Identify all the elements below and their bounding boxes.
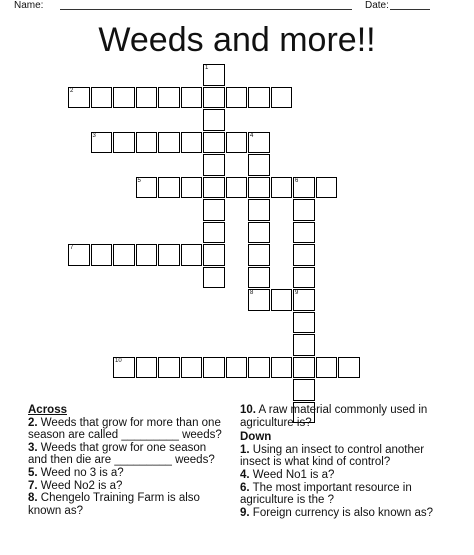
- grid-cell[interactable]: [293, 379, 315, 401]
- clue-number: 1: [205, 65, 209, 71]
- grid-cell[interactable]: [113, 132, 135, 154]
- grid-cell[interactable]: [158, 87, 180, 109]
- clue-number: 8: [250, 290, 254, 296]
- clue-text: The most important resource in agriculture is the ?: [240, 481, 412, 507]
- grid-cell[interactable]: [158, 177, 180, 199]
- grid-cell[interactable]: [271, 289, 293, 311]
- across-clue: [240, 404, 450, 429]
- grid-cell[interactable]: [338, 357, 360, 379]
- grid-cell[interactable]: [248, 177, 270, 199]
- grid-cell[interactable]: [248, 132, 270, 154]
- clue-number: 7: [70, 245, 74, 251]
- across-clue: [28, 492, 228, 517]
- down-clue: [240, 507, 450, 520]
- across-heading: Across: [28, 404, 67, 416]
- down-clue: [240, 482, 450, 507]
- down-clues-column: [240, 404, 450, 519]
- grid-cell[interactable]: [226, 357, 248, 379]
- clue-text: Weed No1 is a?: [249, 468, 335, 481]
- clue-number-label: 3.: [28, 441, 38, 454]
- clue-number-label: 7.: [28, 479, 38, 492]
- clue-number-label: 1.: [240, 443, 250, 456]
- date-label: Date:: [365, 0, 389, 11]
- grid-cell[interactable]: [68, 244, 90, 266]
- clue-number-label: 6.: [240, 481, 250, 494]
- grid-cell[interactable]: [293, 244, 315, 266]
- grid-cell[interactable]: [316, 357, 338, 379]
- clue-text: A raw material commonly used in agriculture is?: [240, 404, 428, 429]
- grid-cell[interactable]: [226, 177, 248, 199]
- grid-cell[interactable]: [181, 87, 203, 109]
- grid-cell[interactable]: [293, 267, 315, 289]
- clue-text: Weed no 3 is a?: [37, 466, 124, 479]
- grid-cell[interactable]: [248, 357, 270, 379]
- grid-cell[interactable]: [248, 199, 270, 221]
- grid-cell[interactable]: [203, 199, 225, 221]
- grid-cell[interactable]: [293, 289, 315, 311]
- clue-number: 10: [115, 357, 122, 364]
- grid-cell[interactable]: [203, 222, 225, 244]
- clue-text: Weeds that grow for more than one season are called _________ weeds?: [28, 416, 222, 442]
- name-label: Name:: [14, 0, 44, 11]
- puzzle-title: Weeds and more!!: [98, 21, 376, 59]
- grid-cell[interactable]: [293, 177, 315, 199]
- grid-cell[interactable]: [68, 87, 90, 109]
- grid-cell[interactable]: [181, 357, 203, 379]
- grid-cell[interactable]: [293, 199, 315, 221]
- grid-cell[interactable]: [181, 177, 203, 199]
- down-heading: Down: [240, 431, 272, 444]
- grid-cell[interactable]: [271, 177, 293, 199]
- grid-cell[interactable]: [158, 357, 180, 379]
- grid-cell[interactable]: [136, 177, 158, 199]
- grid-cell[interactable]: [113, 244, 135, 266]
- clue-text: Weeds that grow for one season and then die are _________ weeds?: [28, 441, 215, 467]
- grid-cell[interactable]: [293, 222, 315, 244]
- across-clues: [28, 404, 228, 517]
- grid-cell[interactable]: [203, 244, 225, 266]
- across-clue: [28, 442, 228, 467]
- clue-number: 9: [295, 290, 299, 296]
- grid-cell[interactable]: [203, 109, 225, 131]
- grid-cell[interactable]: [293, 334, 315, 356]
- grid-cell[interactable]: [316, 177, 338, 199]
- grid-cell[interactable]: [158, 132, 180, 154]
- grid-cell[interactable]: [248, 154, 270, 176]
- grid-cell[interactable]: [203, 87, 225, 109]
- grid-cell[interactable]: [226, 87, 248, 109]
- clue-number-label: 4.: [240, 468, 250, 481]
- clue-number-label: 9.: [240, 506, 250, 519]
- grid-cell[interactable]: [293, 312, 315, 334]
- grid-cell[interactable]: [203, 177, 225, 199]
- clue-number-label: 10.: [240, 404, 256, 416]
- grid-cell[interactable]: [91, 87, 113, 109]
- grid-cell[interactable]: [271, 87, 293, 109]
- grid-cell[interactable]: [293, 357, 315, 379]
- clue-number: 4: [250, 132, 254, 139]
- across-clue: [28, 480, 228, 493]
- clue-number: 2: [70, 87, 74, 94]
- grid-cell[interactable]: [248, 267, 270, 289]
- clue-number-label: 2.: [28, 416, 38, 429]
- grid-cell[interactable]: [203, 154, 225, 176]
- across-clue: [28, 417, 228, 442]
- grid-cell[interactable]: [113, 357, 135, 379]
- grid-cell[interactable]: [91, 244, 113, 266]
- grid-cell[interactable]: [181, 132, 203, 154]
- clue-number: 3: [92, 132, 96, 139]
- grid-cell[interactable]: [113, 87, 135, 109]
- clue-number-label: 8.: [28, 492, 38, 505]
- clue-text: Weed No2 is a?: [37, 479, 123, 492]
- clue-number: 6: [295, 177, 299, 184]
- grid-cell[interactable]: [248, 87, 270, 109]
- grid-cell[interactable]: [181, 244, 203, 266]
- grid-cell[interactable]: [158, 244, 180, 266]
- grid-cell[interactable]: [136, 132, 158, 154]
- clue-text: Foreign currency is also known as?: [249, 506, 434, 519]
- grid-cell[interactable]: [203, 357, 225, 379]
- grid-cell[interactable]: [91, 132, 113, 154]
- grid-cell[interactable]: [136, 87, 158, 109]
- grid-cell[interactable]: [271, 357, 293, 379]
- down-clue: [240, 469, 450, 482]
- grid-cell[interactable]: [226, 132, 248, 154]
- grid-cell[interactable]: [136, 244, 158, 266]
- clue-number-label: 5.: [28, 466, 38, 479]
- grid-cell[interactable]: [248, 244, 270, 266]
- grid-cell[interactable]: [248, 222, 270, 244]
- grid-cell[interactable]: [203, 132, 225, 154]
- grid-cell[interactable]: [136, 357, 158, 379]
- grid-cell[interactable]: [203, 64, 225, 86]
- clue-number: 5: [137, 177, 141, 184]
- grid-cell[interactable]: [248, 289, 270, 311]
- clue-text: Chengelo Training Farm is also known as?: [28, 492, 200, 517]
- down-clue: [240, 444, 450, 469]
- across-clue: [28, 467, 228, 480]
- grid-cell[interactable]: [203, 267, 225, 289]
- clue-text: Using an insect to control another insect is what kind of control?: [240, 443, 425, 469]
